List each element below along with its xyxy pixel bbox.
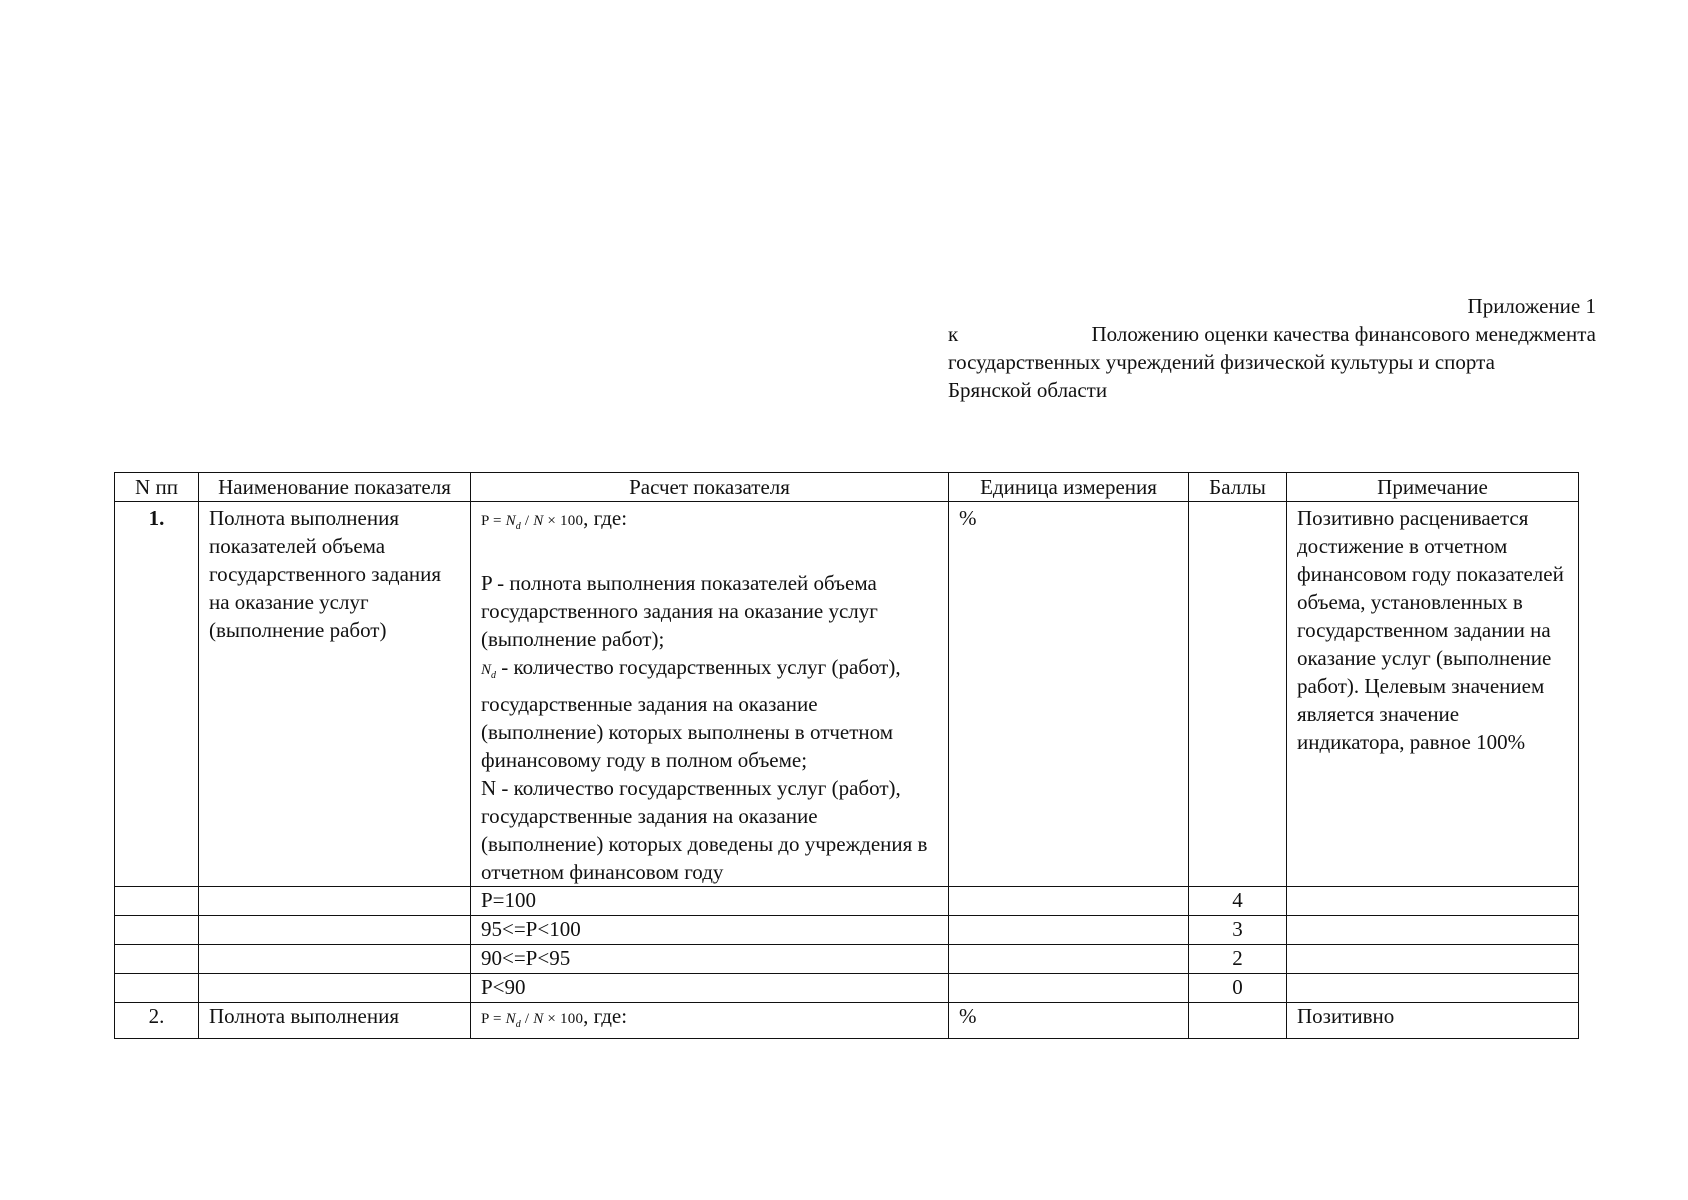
note-cell: Позитивно расценивается достижение в отчетном финансовом году показателей объема, установленных в государственном задании на оказание услуг (выполнение работ). Целевым значением является значение индикатора, равное 100%: [1287, 502, 1579, 887]
table-row: [115, 502, 1579, 887]
score-condition: 90<=P<95: [471, 945, 949, 974]
score-condition: P=100: [471, 887, 949, 916]
formula: $P = N_d / N \times 100$: [481, 513, 584, 532]
appendix-line-1-text: Положению оценки качества финансового менеджмента: [1091, 322, 1596, 346]
unit-cell: %: [949, 502, 1189, 887]
nd-symbol: $N_d$: [481, 662, 497, 681]
score-condition: P<90: [471, 974, 949, 1003]
appendix-line-3: Брянской области: [948, 378, 1108, 402]
criteria-table: [114, 472, 1579, 1039]
nd-description: - количество государственных услуг (работ), государственные задания на оказание (выполнение) которых выполнены в отчетном финансовому году в полном объеме;: [481, 655, 901, 772]
formula-line: [481, 504, 938, 541]
nd-description-line: [481, 653, 938, 774]
header-calc: Расчет показателя: [471, 473, 949, 502]
unit-cell: %: [949, 1003, 1189, 1039]
score-value: 4: [1189, 887, 1287, 916]
header-note: Примечание: [1287, 473, 1579, 502]
appendix-header: [948, 292, 1596, 404]
table-row: [115, 887, 1579, 916]
table-row: [115, 945, 1579, 974]
header-score: Баллы: [1189, 473, 1287, 502]
formula-suffix: , где:: [583, 1004, 628, 1028]
indicator-name: Полнота выполнения показателей объема государственного задания на оказание услуг (выполнение работ): [199, 502, 471, 887]
formula-suffix: , где:: [583, 506, 628, 530]
score-value: 2: [1189, 945, 1287, 974]
p-description: P - полнота выполнения показателей объема государственного задания на оказание услуг (выполнение работ);: [481, 571, 878, 651]
appendix-title: Приложение 1: [1467, 294, 1596, 318]
formula: $P = N_d / N \times 100$: [481, 1011, 584, 1030]
header-num: N пп: [115, 473, 199, 502]
appendix-line-2: государственных учреждений физической культуры и спорта: [948, 350, 1495, 374]
score-cell: [1189, 502, 1287, 887]
score-value: 3: [1189, 916, 1287, 945]
score-condition: 95<=P<100: [471, 916, 949, 945]
header-unit: Единица измерения: [949, 473, 1189, 502]
n-description: N - количество государственных услуг (работ), государственные задания на оказание (выполнение) которых доведены до учреждения в отчетном финансовом году: [481, 776, 928, 884]
header-name: Наименование показателя: [199, 473, 471, 502]
table-row: [115, 916, 1579, 945]
row-number: 2.: [115, 1003, 199, 1039]
indicator-name: Полнота выполнения: [199, 1003, 471, 1039]
indicator-calculation: [471, 502, 949, 887]
score-cell: [1189, 1003, 1287, 1039]
appendix-line-1-prefix: к: [948, 322, 959, 346]
appendix-line-1: [948, 320, 1596, 348]
score-value: 0: [1189, 974, 1287, 1003]
row-number: 1.: [115, 502, 199, 887]
table-row: [115, 1003, 1579, 1039]
table-header-row: [115, 473, 1579, 502]
note-cell: Позитивно: [1287, 1003, 1579, 1039]
indicator-calculation: [471, 1003, 949, 1039]
table-row: [115, 974, 1579, 1003]
